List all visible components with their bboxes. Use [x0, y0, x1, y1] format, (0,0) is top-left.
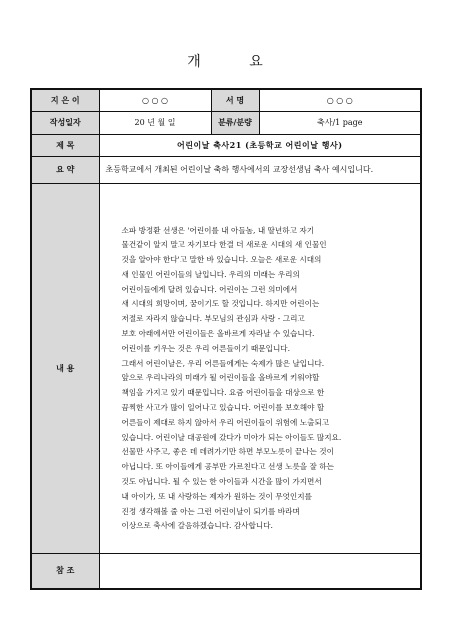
content-line: 선물만 사주고, 좋은 데 데려가기만 하면 부모노릇이 끝나는 것이	[121, 447, 334, 457]
reference-value	[99, 553, 421, 589]
content-line: 보호 아래에서만 어린이들은 올바르게 자라날 수 있습니다.	[121, 329, 315, 339]
date-label: 작성일자	[31, 111, 99, 134]
content-line: 새 시대의 희망이며, 꿈이기도 할 것입니다. 하지만 어린이는	[121, 299, 320, 309]
summary-value: 초등학교에서 개최된 어린이날 축하 행사에서의 교장선생님 축사 예시입니다.	[99, 156, 421, 183]
content-line: 것도 아닙니다. 될 수 있는 한 아이들과 시간을 많이 가지면서	[121, 477, 322, 487]
content-cell	[99, 183, 421, 553]
content-line: 새 인물인 어린이들의 날입니다. 우리의 미래는 우리의	[121, 269, 300, 279]
signature-value: ○ ○ ○	[259, 89, 421, 111]
reference-row	[31, 553, 421, 589]
summary-row	[31, 156, 421, 183]
content-line: 어린이들에게 달려 있습니다. 어린이는 그런 의미에서	[121, 284, 298, 294]
title-row	[31, 134, 421, 156]
content-line: 내 아이가, 또 내 사랑하는 제자가 원하는 것이 무엇인지를	[121, 491, 312, 501]
signature-label: 서 명	[211, 89, 259, 111]
content-body	[100, 184, 421, 535]
content-label: 내 용	[31, 183, 99, 553]
content-line: 그래서 어린이날은, 우리 어른들에게는 숙제가 많은 날입니다.	[121, 358, 325, 368]
category-label: 분류/분량	[211, 111, 259, 134]
content-line: 책임을 가지고 있기 때문입니다. 요즘 어린이들을 대상으로 한	[121, 388, 325, 398]
content-line: 소파 방정환 선생은 '어린이를 내 아들놈, 내 딸년하고 자기	[121, 225, 315, 235]
document-form-table	[30, 88, 422, 590]
content-row	[31, 183, 421, 553]
content-line: 어린이를 키우는 것은 우리 어른들이기 때문입니다.	[121, 343, 291, 353]
content-line: 저절로 자라지 않습니다. 부모님의 관심과 사랑 - 그리고	[121, 314, 305, 324]
content-line: 어른들이 제대로 하지 않아서 우리 어린이들이 위험에 노출되고	[121, 417, 330, 427]
document-title: 어린이날 축사21 (초등학교 어린이날 행사)	[99, 134, 421, 156]
content-line: 있습니다. 어린이날 대공원에 갔다가 미아가 되는 아이들도 많지요.	[121, 432, 342, 442]
title-label: 제 목	[31, 134, 99, 156]
date-value: 20 년 월 일	[99, 111, 211, 134]
page-title: 개 요	[187, 54, 285, 70]
content-line: 앞으로 우리나라의 미래가 될 어린이들을 올바르게 키워야할	[121, 373, 320, 383]
reference-label: 참 조	[31, 553, 99, 589]
category-value: 축사/1 page	[259, 111, 421, 134]
content-line: 아닙니다. 또 아이들에게 공부만 가르친다고 선생 노릇을 잘 하는	[121, 462, 334, 472]
content-line: 끔찍한 사고가 많이 일어나고 있습니다. 어린이를 보호해야 할	[121, 403, 325, 413]
content-line: 이상으로 축사에 갈음하겠습니다. 감사합니다.	[121, 521, 273, 531]
author-row	[31, 89, 421, 111]
date-row	[31, 111, 421, 134]
content-line: 물건같이 알지 말고 자기보다 한결 더 새로운 시대의 새 인물인	[121, 240, 327, 250]
summary-label: 요 약	[31, 156, 99, 183]
content-line: 진정 생각해볼 줄 아는 그런 어린이날이 되기를 바라며	[121, 506, 300, 516]
author-label: 지 은 이	[31, 89, 99, 111]
author-value: ○ ○ ○	[99, 89, 211, 111]
content-line: 것을 알아야 한다'고 말한 바 있습니다. 오늘은 새로운 시대의	[121, 255, 322, 265]
